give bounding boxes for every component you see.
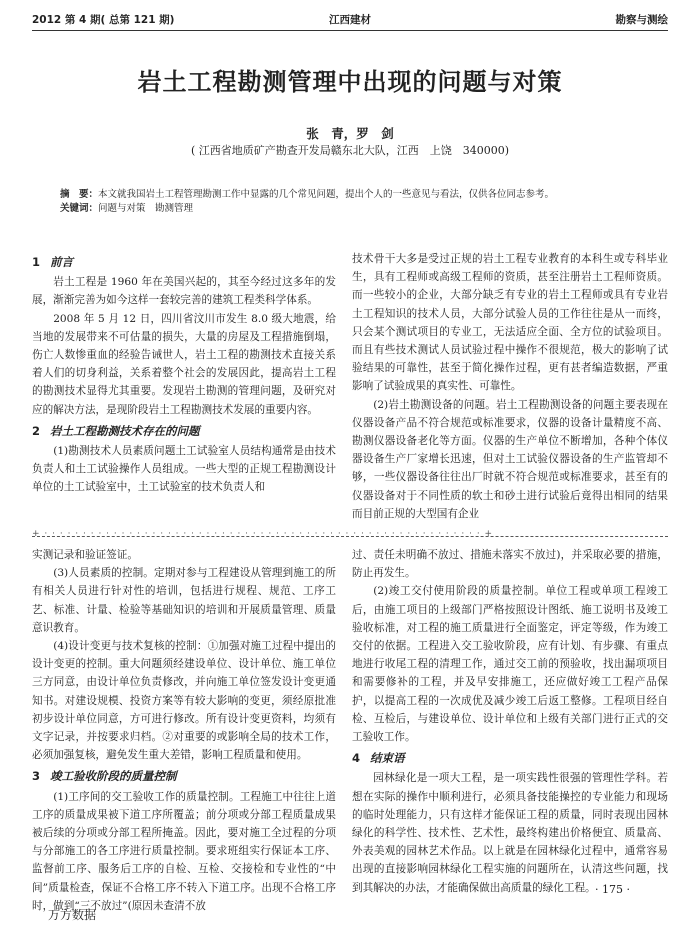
section-heading-4: 4 结束语	[352, 751, 405, 766]
paragraph: (4)设计变更与技术复核的控制：①加强对施工过程中提出的设计变更的控制。重大问题须经建设单位、设计单位、施工单位三方同意，由设计单位负责修改，并向施工单位签发设计变更通知书。对建设规模、投资方案等有较大影响的变更，须经原批准初步设计单位同意，方可进行修改。所有设计变更资料，均须有文字记录，并按要求归档。②对重要的或影响全局的技术工作，必须加强复核，避免发生重大差错，影响工程质量和使用。	[32, 640, 336, 762]
paragraph: 过、责任未明确不放过、措施未落实不放过)，并采取必要的措施，防止再发生。	[352, 549, 668, 580]
issue-label: 2012 第 4 期( 总第 121 期)	[32, 14, 175, 26]
top-left-column	[32, 250, 336, 497]
paragraph: (1)勘测技术人员素质问题土工试验室人员结构通常是由技术负责人和土工试验操作人员组成。一些大型的正规工程勘测设计单位的土工试验室中，土工试验室的技术负责人和	[32, 445, 336, 494]
footer-watermark: 万方数据	[48, 908, 97, 922]
top-right-column	[352, 250, 668, 523]
keywords-text: 问题与对策 勘测管理	[98, 203, 194, 214]
paragraph: (3)人员素质的控制。定期对参与工程建设从管理到施工的所有相关人员进行针对性的培训，包括进行规程、规范、工序工艺、标准、计量、检验等基础知识的培训和开展质量管理、质量意识教育。	[32, 567, 336, 634]
section-heading-2: 2 岩土工程勘测技术存在的问题	[32, 423, 200, 438]
paragraph: 园林绿化是一项大工程，是一项实践性很强的管理性学科。若想在实际的操作中顺利进行，必须具备技能操控的专业能力和现场的临时处理能力，只有这样才能保证工程的质量，同时表现出园林绿化的科学性、技术性、艺术性，最终构建出价格便宜、质量高、外表美观的园林艺术作品。以上就是在园林绿化过程中，通常容易出现的直接影响园林绿化工程实施的问题所在，认清这些问题，找到其解决的办法，才能确保做出高质量的绿化工程。	[352, 772, 668, 894]
journal-name: 江西建材	[329, 14, 371, 26]
paragraph: 岩土工程是 1960 年在美国兴起的，其至今经过这多年的发展，渐渐完善为如今这样一套较完善的建筑工程类科学体系。	[32, 276, 336, 307]
authors: 张 青，罗 剑	[306, 126, 394, 141]
article-title: 岩土工程勘测管理中出现的问题与对策	[137, 68, 563, 96]
header-rule	[32, 30, 668, 31]
bottom-right-column	[352, 546, 668, 897]
page-number: · 175 ·	[595, 883, 630, 896]
running-header	[32, 12, 668, 28]
section-heading-1: 1 前言	[32, 255, 74, 269]
abstract-text: 本文就我国岩土工程管理勘测工作中显露的几个常见问题，提出个人的一些意见与看法，仅供各位同志参考。	[98, 189, 555, 200]
paragraph: 技术骨干大多是受过正规的岩土工程专业教育的本科生或专科毕业生，具有工程师或高级工程师的资质，甚至注册岩土工程师资质。而一些较小的企业，大部分缺乏有专业的岩土工程师或具有专业岩土工程知识的技术人员，大部分试验人员的工作往往是从一而终，只会某个测试项目的专业工，无法适应全面、全方位的试验项目。而且有些技术测试人员试验过程中操作不很规范，极大的影响了试验结果的可靠性，甚至于简化操作过程，更有甚者编造数据，严重影响了试验成果的真实性、可靠性。	[352, 253, 668, 393]
section-heading-3: 3 竣工验收阶段的质量控制	[32, 769, 177, 784]
paragraph: 实测记录和验证签证。	[32, 549, 138, 561]
paragraph: (1)工序间的交工验收工作的质量控制。工程施工中往往上道工序的质量成果被下道工序所覆盖；前分项或分部工程质量成果被后续的分项或分部工程所掩盖。因此，要对施工全过程的分项与分部施工的各工序进行质量控制。要求班组实行保证本工序、监督前工序、服务后工序的自检、互检、交接检和专业性的“中间”质量检查，保证不合格工序不转入下道工序。出现不合格工序时，做到“三不放过”(原因未查清不放	[32, 790, 336, 912]
paragraph: (2)竣工交付使用阶段的质量控制。单位工程或单项工程竣工后，由施工项目的上级部门严格按照设计图纸、施工说明书及竣工验收标准，对工程的施工质量进行全面鉴定，评定等级，作为竣工交付的依据。工程进入交工验收阶段，应有计划、有步骤、有重点地进行收尾工程的清理工作，通过交工前的预验收，找出漏项项目和需要修补的工程，并及早安排施工，还应做好竣工工程产品保护，以提高工程的一次成优及减少竣工后返工整修。工程项目经自检、互检后，与建设单位、设计单位和上级有关部门进行正式的交工验收工作。	[352, 585, 668, 744]
paragraph: 2008 年 5 月 12 日，四川省汶川市发生 8.0 级大地震，给当地的发展带来不可估量的损失，大量的房屋及工程措施倒塌，伤亡人数惨重血的经验告诫世人，岩土工程的勘测技术直接关系着人们的切身利益，关系着整个社会的发展因此，提高岩土工程的勘测技术显得尤其重要。发现岩土勘测的管理问题，及研究对应的解决方法，是现阶段岩土工程勘测技术发展的重要内容。	[32, 312, 336, 416]
paragraph: (2)岩土勘测设备的问题。岩土工程勘测设备的问题主要表现在仪器设备产品不符合规范或标准要求，仪器的设备计量精度不高、勘测仪器设备老化等方面。仪器的生产单位不断增加，各种个体仪器设备生产厂家增长迅速，但对土工试验仪器设备的生产监管却不够，一些仪器设备往往出厂时就不符合规范或标准要求，甚至有的仪器设备对于不同性质的软土和砂土进行试验后竟得出相同的结果而目前正规的大型国有企业	[352, 398, 668, 520]
abstract-label: 摘 要：	[60, 189, 99, 200]
section-name: 勘察与测绘	[615, 14, 668, 26]
abstract-block	[60, 188, 640, 216]
keywords-label: 关键词：	[60, 203, 99, 214]
bottom-left-column	[32, 546, 336, 915]
layout-divider	[32, 536, 668, 537]
affiliation: ( 江西省地质矿产勘查开发局赣东北大队，江西 上饶 340000)	[190, 144, 510, 157]
